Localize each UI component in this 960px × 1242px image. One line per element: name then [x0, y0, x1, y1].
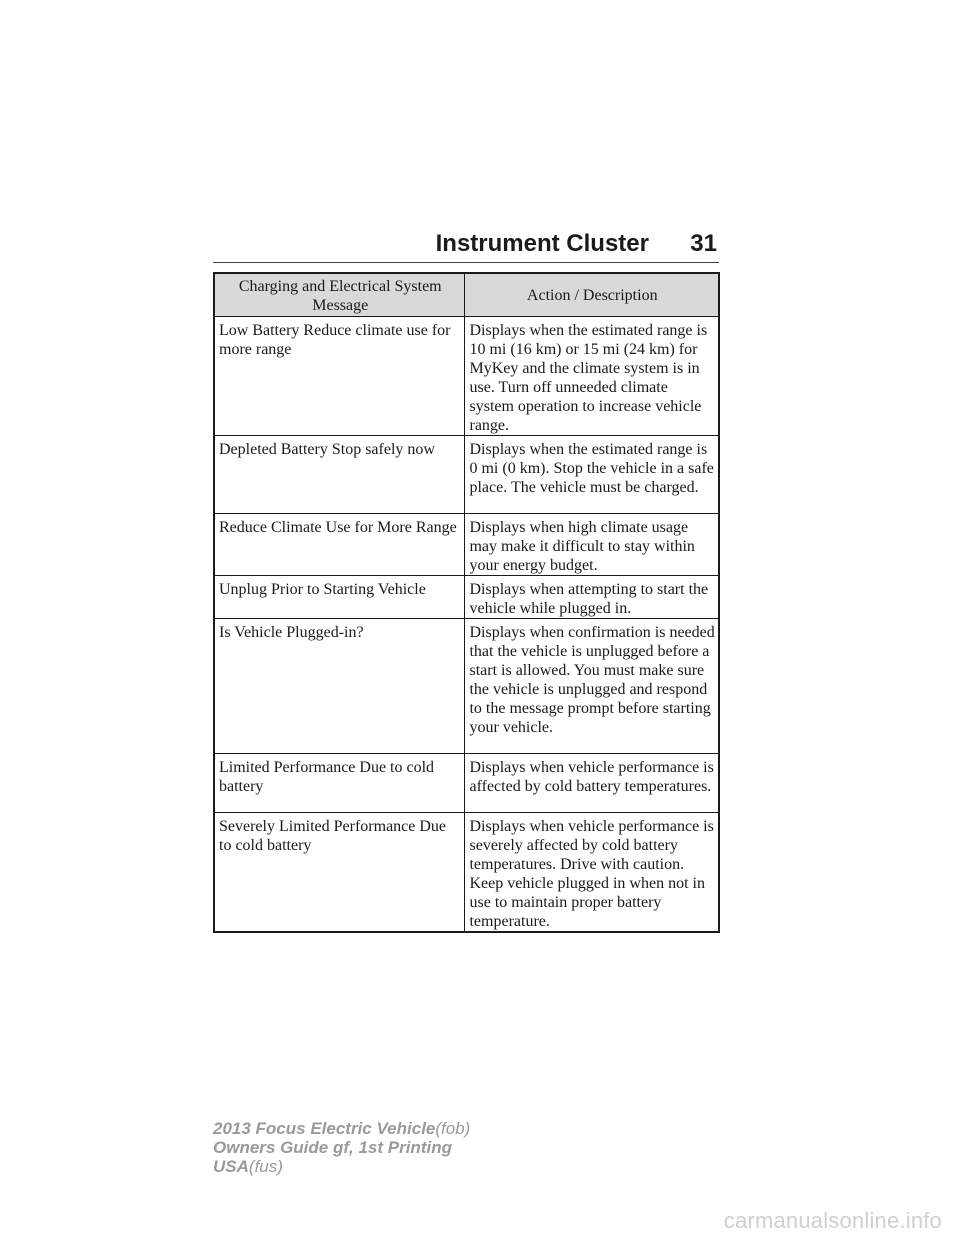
footer-guide-name: Owners Guide gf, 1st Printing	[213, 1138, 452, 1157]
message-cell: Unplug Prior to Starting Vehicle	[214, 576, 465, 619]
message-cell: Reduce Climate Use for More Range	[214, 514, 465, 576]
page-header	[213, 228, 719, 263]
footer-market: USA	[213, 1157, 249, 1176]
footer-line-2	[213, 1138, 470, 1157]
column-header-description: Action / Description	[465, 273, 719, 317]
description-cell: Displays when attempting to start the vehicle while plugged in.	[465, 576, 719, 619]
table-row	[214, 436, 719, 514]
message-cell: Low Battery Reduce climate use for more range	[214, 317, 465, 436]
message-cell: Limited Performance Due to cold battery	[214, 754, 465, 813]
table-row	[214, 813, 719, 933]
message-cell: Severely Limited Performance Due to cold battery	[214, 813, 465, 933]
footer-line-3	[213, 1157, 470, 1176]
message-cell: Is Vehicle Plugged-in?	[214, 619, 465, 754]
footer-line-1	[213, 1119, 470, 1138]
description-cell: Displays when confirmation is needed that the vehicle is unplugged before a start is allowed. You must make sure the vehicle is unplugged and respond to the message prompt before starting your vehicle.	[465, 619, 719, 754]
table-row	[214, 576, 719, 619]
table-row	[214, 514, 719, 576]
table-row	[214, 619, 719, 754]
message-table	[213, 272, 720, 933]
message-cell: Depleted Battery Stop safely now	[214, 436, 465, 514]
description-cell: Displays when vehicle performance is affected by cold battery temperatures.	[465, 754, 719, 813]
section-title: Instrument Cluster	[435, 230, 649, 257]
site-watermark: carmanualsonline.info	[723, 1208, 942, 1233]
table-row	[214, 754, 719, 813]
column-header-message: Charging and Electrical System Message	[214, 273, 465, 317]
table-header-row	[214, 273, 719, 317]
description-cell: Displays when vehicle performance is severely affected by cold battery temperatures. Drive with caution. Keep vehicle plugged in when not in use to maintain proper battery temperature.	[465, 813, 719, 933]
table-row	[214, 317, 719, 436]
footer-market-code: (fus)	[248, 1157, 283, 1176]
footer-vehicle-code: (fob)	[435, 1119, 471, 1138]
document-footer	[213, 1119, 470, 1176]
description-cell: Displays when the estimated range is 10 mi (16 km) or 15 mi (24 km) for MyKey and the climate system is in use. Turn off unneeded climate system operation to increase vehicle range.	[465, 317, 719, 436]
footer-vehicle-name: 2013 Focus Electric Vehicle	[213, 1119, 436, 1138]
description-cell: Displays when high climate usage may make it difficult to stay within your energy budget.	[465, 514, 719, 576]
page-number: 31	[690, 230, 717, 257]
description-cell: Displays when the estimated range is 0 mi (0 km). Stop the vehicle in a safe place. The vehicle must be charged.	[465, 436, 719, 514]
